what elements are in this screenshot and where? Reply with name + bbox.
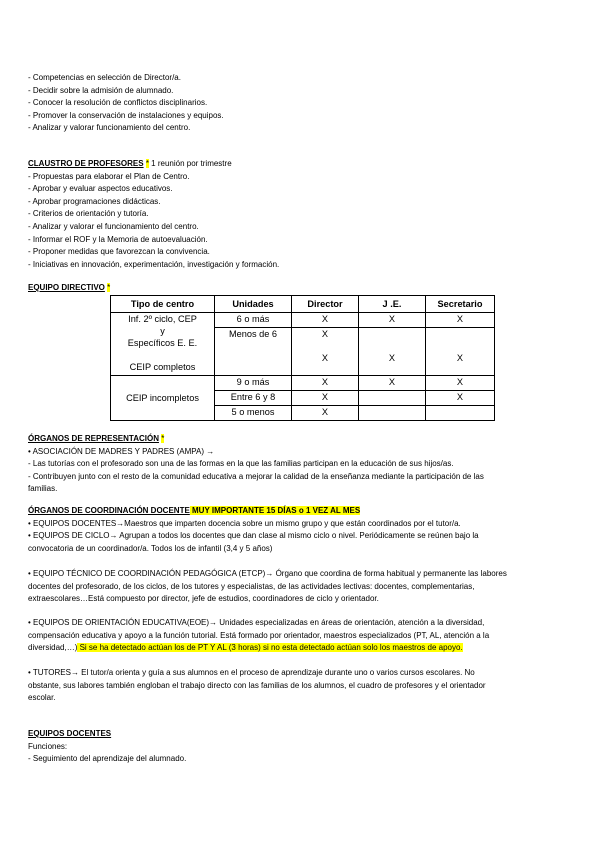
list-item: - Analizar y valorar el funcionamiento del centro.	[28, 222, 199, 231]
units-cell: 6 o más	[215, 313, 292, 328]
section-note: 1 reunión por trimestre	[148, 159, 232, 168]
units-cell: 9 o más	[215, 376, 292, 391]
section-title: ÓRGANOS DE REPRESENTACIÓN	[28, 434, 159, 443]
list-item: convocatoria de un coordinador/a. Todos los de infantil (3,4 y 5 años)	[28, 543, 273, 553]
je-cell: X	[359, 313, 426, 328]
secretario-cell: X	[426, 328, 495, 376]
list-item: - Seguimiento del aprendizaje del alumnado.	[28, 754, 187, 764]
list-item: extraescolares…Está compuesto por director, jefe de estudios, coordinadores de ciclo y orientador.	[28, 594, 379, 604]
list-item: • EQUIPOS DE CICLO→ Agrupan a todos los docentes que dan clase al mismo ciclo o nivel. Periódicamente se reúnen bajo la	[28, 531, 479, 541]
table-row	[111, 376, 495, 391]
importance-mark: *	[145, 159, 149, 168]
list-item: • EQUIPOS DOCENTES→Maestros que imparten docencia sobre un mismo grupo y que están coordinados por el tutor/a.	[28, 518, 461, 528]
units-cell: Entre 6 y 8	[215, 391, 292, 406]
list-item: • EQUIPO TÉCNICO DE COORDINACIÓN PEDAGÓGICA (ETCP)→ Órgano que coordina de forma habitual y permanente las labores	[28, 569, 507, 578]
list-item: - Proponer medidas que favorezcan la convivencia.	[28, 247, 210, 257]
importance-mark: *	[161, 434, 165, 443]
directivo-table	[110, 295, 495, 421]
claustro-heading-line	[28, 158, 232, 171]
center-type-cell: CEIP incompletos	[111, 376, 215, 421]
list-item: escolar.	[28, 693, 56, 703]
list-item: familias.	[28, 484, 58, 494]
section-title: CLAUSTRO DE PROFESORES	[28, 159, 144, 168]
list-item: • TUTORES→ El tutor/a orienta y guía a sus alumnos en el proceso de aprendizaje durante uno o varios cursos escolares. No	[28, 668, 475, 677]
list-item: - Promover la conservación de instalaciones y equipos.	[28, 110, 224, 120]
list-item: - Criterios de orientación y tutoría.	[28, 209, 149, 219]
units-cell: 5 o menos	[215, 406, 292, 421]
column-header: Tipo de centro	[111, 296, 215, 313]
secretario-cell: X	[426, 391, 495, 406]
list-item: diversidad,…) Si se ha detectado actúan los de PT Y AL (3 horas) si no esta detectado actúan solo los maestros de apoyo.	[28, 643, 463, 653]
table-row	[111, 313, 495, 328]
highlight-note: Si se ha detectado actúan los de PT Y AL (3 horas) si no esta detectado actúan solo los maestros de apoyo.	[77, 643, 463, 653]
list-item: docentes del profesorado, de los ciclos, de los tutores y especialistas, de las actividades lectivas: docentes, complementarias,	[28, 581, 475, 591]
column-header: Director	[292, 296, 359, 313]
list-item: • ASOCIACIÓN DE MADRES Y PADRES (AMPA) →	[28, 446, 215, 456]
representacion-heading-line	[28, 433, 164, 446]
center-type-cell: Inf. 2º ciclo, CEP y Específicos E. E. CEIP completos	[111, 313, 215, 376]
director-cell: X X	[292, 328, 359, 376]
section-title: EQUIPOS DOCENTES	[28, 729, 112, 738]
section-title: EQUIPO DIRECTIVO	[28, 283, 105, 292]
secretario-cell: X	[426, 376, 495, 391]
list-item: obstante, sus labores también engloban el trabajo directo con las familias de los alumnos, el cuadro de profesores y el orientador	[28, 680, 486, 690]
je-cell	[359, 391, 426, 406]
list-item: - Aprobar y evaluar aspectos educativos.	[28, 184, 173, 194]
list-item: • EQUIPOS DE ORIENTACIÓN EDUCATIVA(EOE)→ Unidades especializadas en áreas de orientación, atención a la diversidad,	[28, 618, 485, 627]
list-item: - Propuestas para elaborar el Plan de Centro.	[28, 171, 190, 181]
highlight-note: MUY IMPORTANTE 15 DÍAS o 1 VEZ AL MES	[189, 506, 361, 515]
list-item: - Competencias en selección de Director/a.	[28, 73, 181, 82]
coordinacion-heading-line	[28, 505, 360, 518]
je-cell: X	[359, 376, 426, 391]
column-header: Unidades	[215, 296, 292, 313]
director-cell: X	[292, 376, 359, 391]
section-title: ÓRGANOS DE COORDINACIÓN DOCENTE	[28, 506, 190, 515]
column-header: Secretario	[426, 296, 495, 313]
units-cell: Menos de 6	[215, 328, 292, 376]
list-item: - Conocer la resolución de conflictos disciplinarios.	[28, 98, 208, 108]
list-item: - Analizar y valorar funcionamiento del centro.	[28, 123, 191, 133]
list-item: - Decidir sobre la admisión de alumnado.	[28, 85, 174, 95]
directivo-heading-line	[28, 282, 110, 295]
importance-mark: *	[107, 283, 111, 292]
list-item: - Contribuyen junto con el resto de la comunidad educativa a mejorar la calidad de la enseñanza mediante la participación de las	[28, 471, 484, 481]
director-cell: X	[292, 391, 359, 406]
list-item: - Informar el ROF y la Memoria de autoevaluación.	[28, 234, 208, 244]
table-header-row	[111, 296, 495, 313]
section-subtitle: Funciones:	[28, 741, 68, 751]
secretario-cell: X	[426, 313, 495, 328]
director-cell: X	[292, 406, 359, 421]
je-cell	[359, 406, 426, 421]
column-header: J .E.	[359, 296, 426, 313]
list-item: - Las tutorías con el profesorado son una de las formas en la que las familias participan en la educación de sus hijos/as.	[28, 459, 454, 469]
director-cell: X	[292, 313, 359, 328]
secretario-cell	[426, 406, 495, 421]
list-item: compensación educativa y apoyo a la función tutorial. Está formado por orientador, maestros especializados (PT, AL, atención a la	[28, 630, 490, 640]
list-item: - Aprobar programaciones didácticas.	[28, 196, 161, 206]
je-cell: X	[359, 328, 426, 376]
list-item: - Iniciativas en innovación, experimentación, investigación y formación.	[28, 259, 280, 269]
